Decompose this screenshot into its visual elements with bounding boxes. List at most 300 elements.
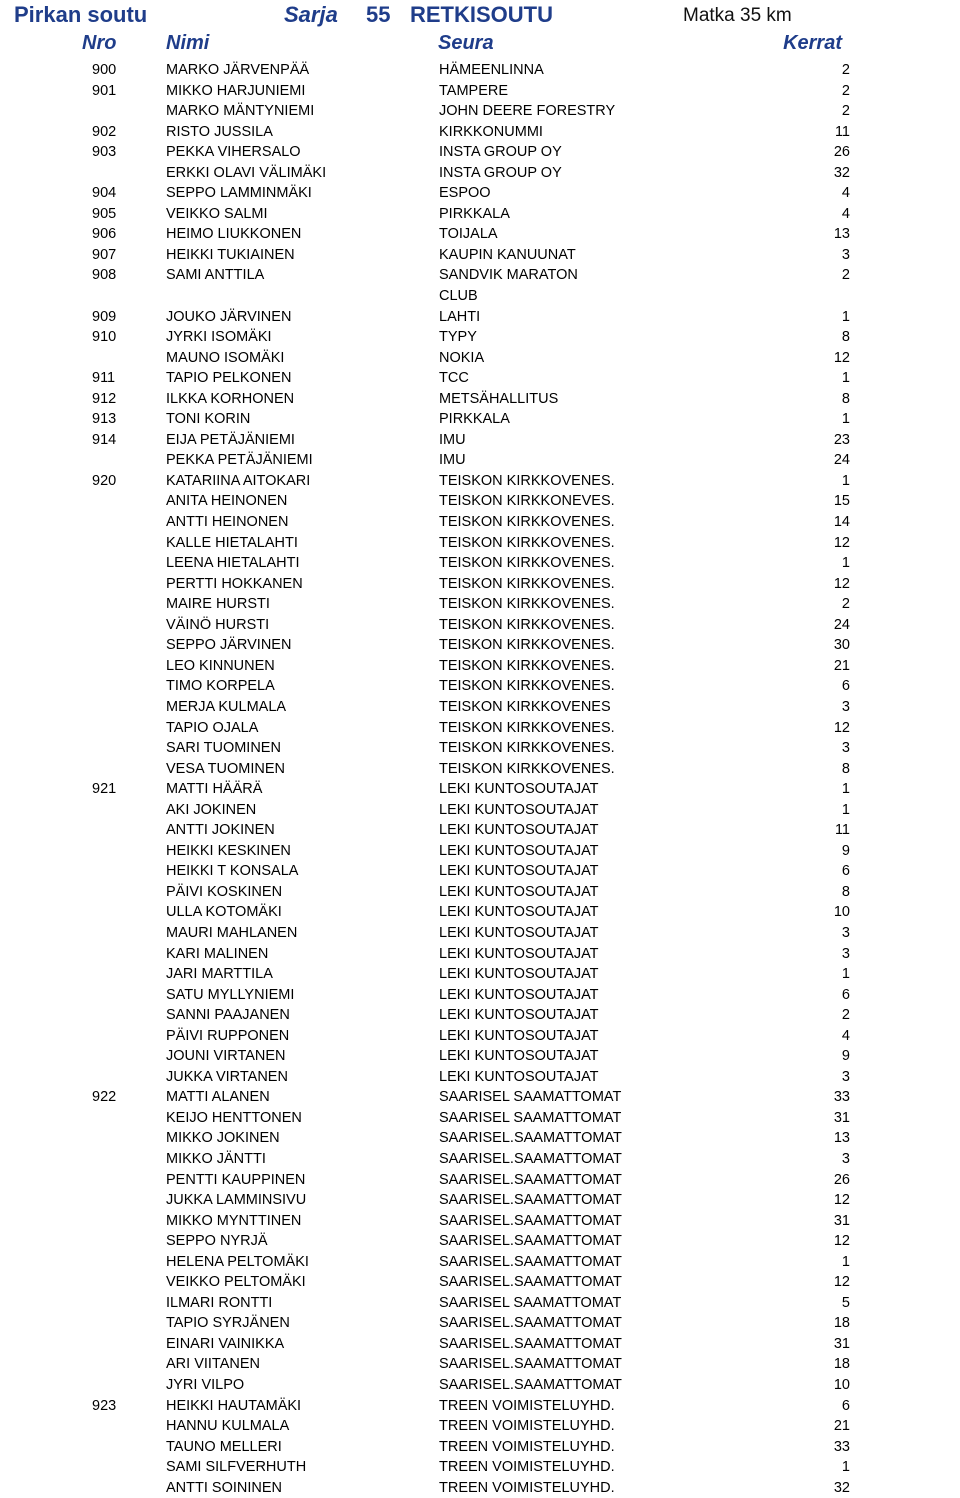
times-count: 12 <box>833 1192 850 1209</box>
times-count: 2 <box>841 596 850 613</box>
club-name: TREEN VOIMISTELUYHD. <box>439 1418 615 1435</box>
table-row <box>0 430 960 451</box>
club-name: TAMPERE <box>439 82 509 99</box>
club-name: SAARISEL.SAAMATTOMAT <box>439 1212 622 1229</box>
times-count: 4 <box>841 205 850 222</box>
participant-name: KATARIINA AITOKARI <box>166 472 311 489</box>
times-count: 18 <box>833 1315 850 1332</box>
participant-name: ANTTI JOKINEN <box>166 822 275 839</box>
participant-name: MIKKO MYNTTINEN <box>166 1212 302 1229</box>
participant-name: MARKO MÄNTYNIEMI <box>166 103 315 120</box>
row-number: 912 <box>92 390 117 407</box>
table-row <box>0 348 960 369</box>
row-number: 913 <box>92 411 117 428</box>
table-row <box>0 738 960 759</box>
participant-name: PÄIVI KOSKINEN <box>166 883 283 900</box>
times-count: 6 <box>841 863 850 880</box>
column-header-seura: Seura <box>438 32 494 54</box>
row-number: 901 <box>92 82 117 99</box>
club-name: LEKI KUNTOSOUTAJAT <box>439 945 599 962</box>
club-name: SAARISEL.SAAMATTOMAT <box>439 1377 622 1393</box>
participant-name: HEIMO LIUKKONEN <box>166 226 302 243</box>
club-name: METSÄHALLITUS <box>439 390 559 407</box>
club-name: TEISKON KIRKKOVENES. <box>439 472 615 489</box>
participant-name: HEIKKI KESKINEN <box>166 842 291 859</box>
club-name: PIRKKALA <box>439 205 510 222</box>
participant-name: ANTTI SOININEN <box>166 1479 283 1496</box>
participant-name: EIJA PETÄJÄNIEMI <box>166 431 295 448</box>
participant-name: PEKKA PETÄJÄNIEMI <box>166 452 313 469</box>
class-name: RETKISOUTU <box>410 2 553 27</box>
times-count: 21 <box>833 1418 850 1435</box>
table-row <box>0 1211 960 1232</box>
row-number: 904 <box>92 185 117 202</box>
row-number: 903 <box>92 144 117 161</box>
club-name: LEKI KUNTOSOUTAJAT <box>439 1048 599 1065</box>
times-count: 23 <box>833 431 850 448</box>
table-row <box>0 1231 960 1252</box>
table-row <box>0 224 960 245</box>
column-header-nimi: Nimi <box>166 32 210 54</box>
participant-name: VEIKKO SALMI <box>166 205 268 222</box>
participant-name: ILMARI RONTTI <box>166 1294 273 1311</box>
times-count: 3 <box>841 1068 850 1085</box>
club-name: INSTA GROUP OY <box>439 144 562 161</box>
participant-name: PÄIVI RUPPONEN <box>166 1027 290 1044</box>
participant-name: ARI VIITANEN <box>166 1356 260 1373</box>
table-row <box>0 1313 960 1334</box>
club-name: TEISKON KIRKKOVENES. <box>439 637 615 654</box>
table-row <box>0 594 960 615</box>
club-name: TEISKON KIRKKOVENES. <box>439 760 615 777</box>
club-name: LEKI KUNTOSOUTAJAT <box>439 781 599 798</box>
club-name: SAARISEL.SAAMATTOMAT <box>439 1315 622 1332</box>
times-count: 12 <box>833 349 850 366</box>
row-number: 902 <box>92 123 117 140</box>
row-number: 907 <box>92 246 117 263</box>
club-name: SAARISEL.SAAMATTOMAT <box>439 1171 622 1188</box>
times-count: 2 <box>841 267 850 284</box>
table-row <box>0 368 960 389</box>
table-row <box>0 122 960 143</box>
class-number: 55 <box>366 2 391 27</box>
participant-name: AKI JOKINEN <box>166 801 257 818</box>
times-count: 31 <box>833 1335 850 1352</box>
club-name: SAARISEL.SAAMATTOMAT <box>439 1356 622 1373</box>
times-count: 26 <box>833 144 850 161</box>
table-row <box>0 142 960 163</box>
sarja-label: Sarja <box>284 2 338 27</box>
table-row <box>0 800 960 821</box>
participant-name: SAMI SILFVERHUTH <box>166 1459 307 1476</box>
club-name: LAHTI <box>439 308 481 325</box>
participant-name: JYRI VILPO <box>166 1377 245 1393</box>
participant-name: TIMO KORPELA <box>166 678 275 695</box>
club-name: SAARISEL.SAAMATTOMAT <box>439 1233 622 1250</box>
club-name: SAARISEL.SAAMATTOMAT <box>439 1253 622 1270</box>
table-row <box>0 841 960 862</box>
table-row <box>0 944 960 965</box>
table-row <box>0 1375 960 1396</box>
participant-name: JYRKI ISOMÄKI <box>166 329 272 346</box>
club-name: PIRKKALA <box>439 411 510 428</box>
times-count: 2 <box>841 82 850 99</box>
times-count: 12 <box>833 1233 850 1250</box>
table-row <box>0 615 960 636</box>
club-name: CLUB <box>439 288 478 305</box>
participant-name: VEIKKO PELTOMÄKI <box>166 1274 306 1291</box>
participant-name: KARI MALINEN <box>166 945 269 962</box>
table-row <box>0 697 960 718</box>
table-row <box>0 183 960 204</box>
club-name: INSTA GROUP OY <box>439 164 562 181</box>
times-count: 26 <box>833 1171 850 1188</box>
times-count: 24 <box>833 616 850 633</box>
club-name: TEISKON KIRKKOVENES. <box>439 657 615 674</box>
times-count: 32 <box>833 1479 850 1496</box>
times-count: 10 <box>833 904 850 921</box>
table-row <box>0 327 960 348</box>
times-count: 3 <box>841 698 850 715</box>
participant-name: SEPPO NYRJÄ <box>166 1233 268 1250</box>
club-name: NOKIA <box>439 349 485 366</box>
club-name: SAARISEL SAAMATTOMAT <box>439 1109 622 1126</box>
club-name: TREEN VOIMISTELUYHD. <box>439 1438 615 1455</box>
club-name: TEISKON KIRKKOVENES. <box>439 534 615 551</box>
participant-name: PENTTI KAUPPINEN <box>166 1171 306 1188</box>
times-count: 1 <box>841 1459 850 1476</box>
club-name: TYPY <box>439 329 477 346</box>
participant-name: MAUNO ISOMÄKI <box>166 349 285 366</box>
times-count: 1 <box>841 370 850 387</box>
table-row <box>0 656 960 677</box>
club-name: KAUPIN KANUUNAT <box>439 246 576 263</box>
participant-name: MERJA KULMALA <box>166 698 287 715</box>
times-count: 1 <box>841 1253 850 1270</box>
row-number: 921 <box>92 781 117 798</box>
club-name: LEKI KUNTOSOUTAJAT <box>439 1068 599 1085</box>
club-name: LEKI KUNTOSOUTAJAT <box>439 904 599 921</box>
club-name: TEISKON KIRKKONEVES. <box>439 493 615 510</box>
table-row <box>0 882 960 903</box>
participant-name: MAIRE HURSTI <box>166 596 270 613</box>
club-name: LEKI KUNTOSOUTAJAT <box>439 986 599 1003</box>
times-count: 2 <box>841 62 850 78</box>
times-count: 12 <box>833 719 850 736</box>
times-count: 8 <box>841 390 850 407</box>
club-name: SAARISEL.SAAMATTOMAT <box>439 1130 622 1147</box>
table-row <box>0 512 960 533</box>
table-row <box>0 759 960 780</box>
participant-name: MATTI HÄÄRÄ <box>166 781 263 798</box>
times-count: 21 <box>833 657 850 674</box>
times-count: 8 <box>841 883 850 900</box>
table-row <box>0 1272 960 1293</box>
participant-name: JOUKO JÄRVINEN <box>166 308 292 325</box>
participant-name: KEIJO HENTTONEN <box>166 1109 302 1126</box>
club-name: TOIJALA <box>439 226 498 243</box>
table-row <box>0 1067 960 1088</box>
participant-name: HEIKKI T KONSALA <box>166 863 299 880</box>
table-row <box>0 60 960 81</box>
times-count: 31 <box>833 1109 850 1126</box>
times-count: 1 <box>841 555 850 572</box>
times-count: 2 <box>841 1007 850 1024</box>
table-row <box>0 1334 960 1355</box>
times-count: 3 <box>841 740 850 757</box>
table-row <box>0 1026 960 1047</box>
row-number: 906 <box>92 226 117 243</box>
participant-name: HEIKKI TUKIAINEN <box>166 246 295 263</box>
table-row <box>0 676 960 697</box>
club-name: LEKI KUNTOSOUTAJAT <box>439 863 599 880</box>
table-row <box>0 1457 960 1478</box>
results-table <box>0 60 960 1498</box>
participant-name: HELENA PELTOMÄKI <box>166 1253 309 1270</box>
times-count: 12 <box>833 534 850 551</box>
table-row <box>0 1046 960 1067</box>
participant-name: SARI TUOMINEN <box>166 740 281 757</box>
times-count: 10 <box>833 1377 850 1393</box>
table-row <box>0 574 960 595</box>
times-count: 3 <box>841 945 850 962</box>
participant-name: MIKKO JÄNTTI <box>166 1150 266 1167</box>
table-row <box>0 1354 960 1375</box>
times-count: 4 <box>841 1027 850 1044</box>
participant-name: ANITA HEINONEN <box>166 493 288 510</box>
row-number: 910 <box>92 329 117 346</box>
participant-name: VESA TUOMINEN <box>166 760 285 777</box>
club-name: TEISKON KIRKKOVENES. <box>439 678 615 695</box>
times-count: 1 <box>841 472 850 489</box>
club-name: LEKI KUNTOSOUTAJAT <box>439 822 599 839</box>
club-name: LEKI KUNTOSOUTAJAT <box>439 801 599 818</box>
participant-name: SATU MYLLYNIEMI <box>166 986 295 1003</box>
club-name: SANDVIK MARATON <box>439 267 578 284</box>
club-name: TEISKON KIRKKOVENES. <box>439 555 615 572</box>
table-row <box>0 491 960 512</box>
participant-name: SEPPO JÄRVINEN <box>166 637 292 654</box>
club-name: HÄMEENLINNA <box>439 62 544 78</box>
participant-name: SANNI PAAJANEN <box>166 1007 290 1024</box>
table-row <box>0 1252 960 1273</box>
club-name: TREEN VOIMISTELUYHD. <box>439 1397 615 1414</box>
times-count: 11 <box>834 123 850 140</box>
club-name: TEISKON KIRKKOVENES. <box>439 596 615 613</box>
header-bar <box>0 0 960 58</box>
times-count: 32 <box>833 164 850 181</box>
participant-name: MATTI ALANEN <box>166 1089 270 1106</box>
club-name: SAARISEL SAAMATTOMAT <box>439 1089 622 1106</box>
row-number: 908 <box>92 267 117 284</box>
participant-name: JARI MARTTILA <box>166 966 273 983</box>
table-row <box>0 718 960 739</box>
times-count: 4 <box>841 185 850 202</box>
table-row <box>0 307 960 328</box>
row-number: 905 <box>92 205 117 222</box>
table-row <box>0 265 960 286</box>
times-count: 1 <box>841 308 850 325</box>
table-row <box>0 635 960 656</box>
table-row <box>0 204 960 225</box>
row-number: 922 <box>92 1089 117 1106</box>
times-count: 2 <box>841 103 850 120</box>
club-name: JOHN DEERE FORESTRY <box>439 103 616 120</box>
table-row <box>0 985 960 1006</box>
club-name: LEKI KUNTOSOUTAJAT <box>439 1027 599 1044</box>
participant-name: SAMI ANTTILA <box>166 267 265 284</box>
participant-name: MIKKO HARJUNIEMI <box>166 82 306 99</box>
club-name: TCC <box>439 370 469 387</box>
times-count: 33 <box>833 1089 850 1106</box>
times-count: 12 <box>833 575 850 592</box>
participant-name: RISTO JUSSILA <box>166 123 273 140</box>
distance-label: Matka 35 km <box>683 5 792 26</box>
table-row <box>0 820 960 841</box>
times-count: 3 <box>841 924 850 941</box>
table-row <box>0 902 960 923</box>
times-count: 31 <box>833 1212 850 1229</box>
club-name: TEISKON KIRKKOVENES. <box>439 616 615 633</box>
club-name: LEKI KUNTOSOUTAJAT <box>439 883 599 900</box>
table-row <box>0 1170 960 1191</box>
times-count: 3 <box>841 246 850 263</box>
times-count: 13 <box>833 1130 850 1147</box>
table-row <box>0 533 960 554</box>
table-row <box>0 1128 960 1149</box>
participant-name: KALLE HIETALAHTI <box>166 534 298 551</box>
table-row <box>0 1087 960 1108</box>
table-row <box>0 1396 960 1417</box>
club-name: SAARISEL SAAMATTOMAT <box>439 1294 622 1311</box>
participant-name: JOUNI VIRTANEN <box>166 1048 286 1065</box>
times-count: 1 <box>841 801 850 818</box>
participant-name: LEO KINNUNEN <box>166 657 275 674</box>
club-name: TEISKON KIRKKOVENES. <box>439 719 615 736</box>
club-name: TREEN VOIMISTELUYHD. <box>439 1459 615 1476</box>
times-count: 5 <box>841 1294 850 1311</box>
times-count: 9 <box>841 1048 850 1065</box>
participant-name: MIKKO JOKINEN <box>166 1130 280 1147</box>
table-row <box>0 1149 960 1170</box>
participant-name: PEKKA VIHERSALO <box>166 144 301 161</box>
row-number: 914 <box>92 431 117 448</box>
participant-name: ILKKA KORHONEN <box>166 390 295 407</box>
column-header-nro: Nro <box>82 32 117 54</box>
participant-name: ULLA KOTOMÄKI <box>166 904 282 921</box>
times-count: 1 <box>841 966 850 983</box>
table-row <box>0 923 960 944</box>
participant-name: ERKKI OLAVI VÄLIMÄKI <box>166 164 327 181</box>
table-row <box>0 1416 960 1437</box>
times-count: 1 <box>841 781 850 798</box>
club-name: LEKI KUNTOSOUTAJAT <box>439 1007 599 1024</box>
table-row <box>0 286 960 307</box>
club-name: IMU <box>439 431 466 448</box>
times-count: 33 <box>833 1438 850 1455</box>
club-name: TEISKON KIRKKOVENES. <box>439 575 615 592</box>
table-row <box>0 1005 960 1026</box>
times-count: 6 <box>841 1397 850 1414</box>
times-count: 15 <box>833 493 850 510</box>
participant-name: TAPIO OJALA <box>166 719 259 736</box>
club-name: TEISKON KIRKKOVENES. <box>439 514 615 531</box>
participant-name: ANTTI HEINONEN <box>166 514 289 531</box>
times-count: 11 <box>834 822 850 839</box>
times-count: 9 <box>841 842 850 859</box>
club-name: IMU <box>439 452 466 469</box>
club-name: SAARISEL.SAAMATTOMAT <box>439 1192 622 1209</box>
table-row <box>0 1293 960 1314</box>
event-title: Pirkan soutu <box>14 2 148 27</box>
table-row <box>0 964 960 985</box>
club-name: KIRKKONUMMI <box>439 123 543 140</box>
table-row <box>0 1108 960 1129</box>
table-row <box>0 1437 960 1458</box>
table-row <box>0 779 960 800</box>
club-name: LEKI KUNTOSOUTAJAT <box>439 966 599 983</box>
column-header-kerrat: Kerrat <box>783 32 842 54</box>
participant-name: HANNU KULMALA <box>166 1418 290 1435</box>
club-name: SAARISEL.SAAMATTOMAT <box>439 1150 622 1167</box>
participant-name: SEPPO LAMMINMÄKI <box>166 185 312 202</box>
participant-name: TONI KORIN <box>166 411 251 428</box>
participant-name: HEIKKI HAUTAMÄKI <box>166 1397 302 1414</box>
times-count: 8 <box>841 760 850 777</box>
participant-name: EINARI VAINIKKA <box>166 1335 285 1352</box>
participant-name: JUKKA LAMMINSIVU <box>166 1192 307 1209</box>
club-name: TREEN VOIMISTELUYHD. <box>439 1479 615 1496</box>
times-count: 8 <box>841 329 850 346</box>
table-row <box>0 81 960 102</box>
times-count: 6 <box>841 986 850 1003</box>
table-row <box>0 409 960 430</box>
table-row <box>0 450 960 471</box>
club-name: LEKI KUNTOSOUTAJAT <box>439 924 599 941</box>
participant-name: LEENA HIETALAHTI <box>166 555 300 572</box>
table-row <box>0 101 960 122</box>
table-row <box>0 389 960 410</box>
table-row <box>0 163 960 184</box>
participant-name: VÄINÖ HURSTI <box>166 616 270 633</box>
times-count: 1 <box>841 411 850 428</box>
times-count: 30 <box>833 637 850 654</box>
times-count: 12 <box>833 1274 850 1291</box>
club-name: LEKI KUNTOSOUTAJAT <box>439 842 599 859</box>
table-row <box>0 1190 960 1211</box>
row-number: 920 <box>92 472 117 489</box>
participant-name: PERTTI HOKKANEN <box>166 575 303 592</box>
participant-name: JUKKA VIRTANEN <box>166 1068 288 1085</box>
row-number: 911 <box>92 370 116 387</box>
times-count: 6 <box>841 678 850 695</box>
participant-name: MAURI MAHLANEN <box>166 924 298 941</box>
table-row <box>0 471 960 492</box>
times-count: 14 <box>833 514 850 531</box>
times-count: 24 <box>833 452 850 469</box>
times-count: 13 <box>833 226 850 243</box>
participant-name: MARKO JÄRVENPÄÄ <box>166 62 310 78</box>
club-name: SAARISEL.SAAMATTOMAT <box>439 1335 622 1352</box>
row-number: 900 <box>92 62 117 78</box>
club-name: TEISKON KIRKKOVENES <box>439 698 611 715</box>
club-name: ESPOO <box>439 185 491 202</box>
row-number: 923 <box>92 1397 117 1414</box>
club-name: TEISKON KIRKKOVENES. <box>439 740 615 757</box>
table-row <box>0 553 960 574</box>
table-row <box>0 1478 960 1498</box>
participant-name: TAPIO SYRJÄNEN <box>166 1315 290 1332</box>
